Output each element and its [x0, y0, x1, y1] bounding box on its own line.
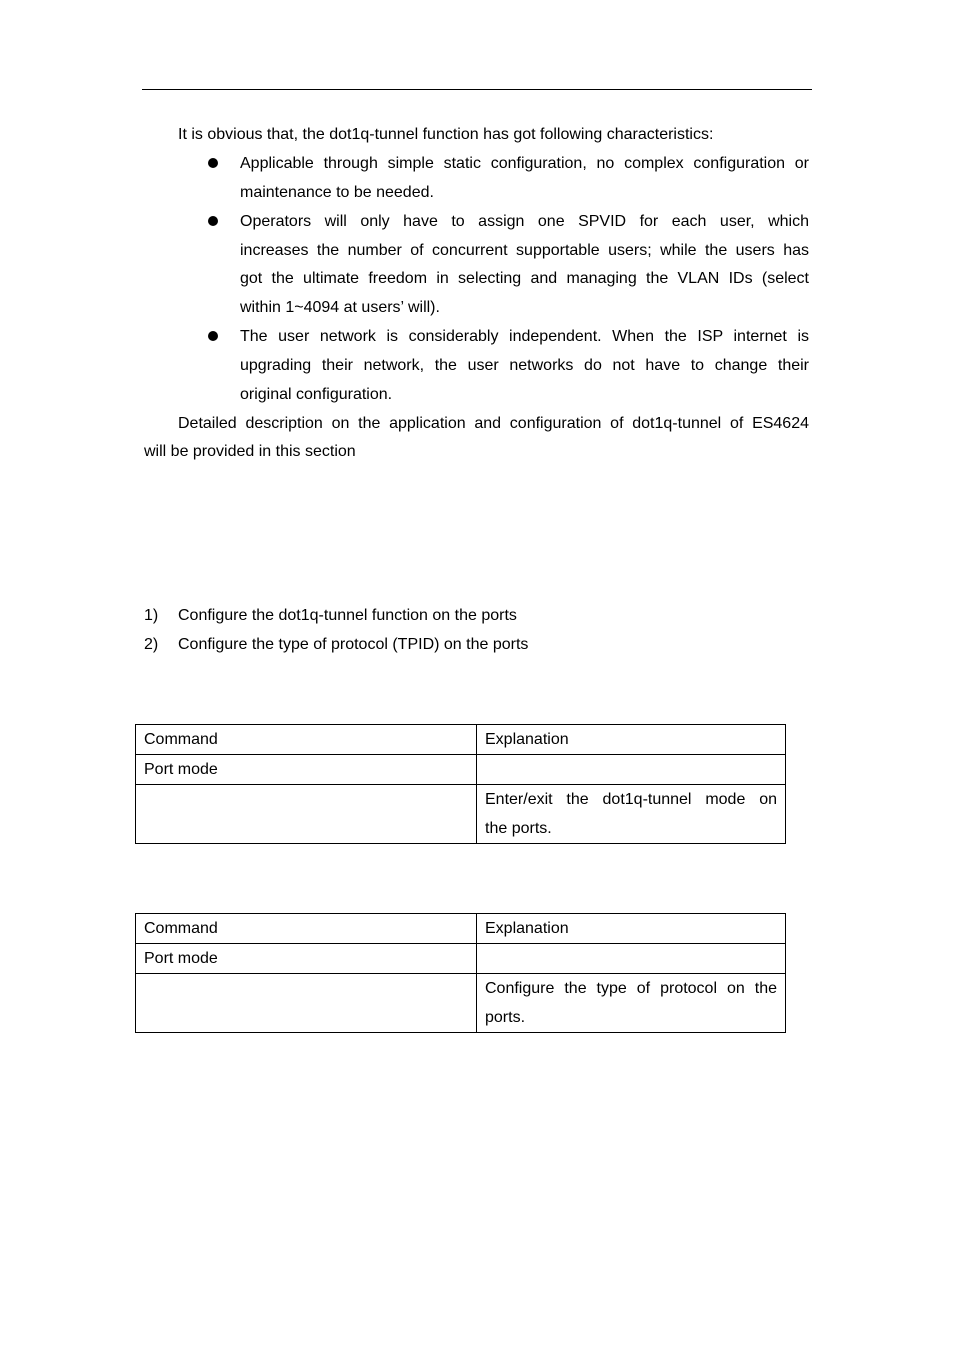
table-header-explanation: Explanation — [477, 725, 786, 755]
explanation-line-1: Configure the type of protocol on the — [485, 980, 777, 997]
explanation-line-2: ports. — [485, 1009, 526, 1026]
command-table-2 — [135, 913, 786, 1033]
table-mode-cell: Port mode — [136, 755, 477, 785]
bullet-2-line-4: within 1~4094 at users’ will). — [240, 299, 440, 316]
table-empty-cell — [477, 944, 786, 974]
detail-line-2: will be provided in this section — [144, 443, 356, 460]
table-header-command: Command — [136, 725, 477, 755]
table-header-explanation: Explanation — [477, 914, 786, 944]
header-rule — [142, 89, 812, 90]
bullet-icon — [208, 331, 218, 341]
table-explanation-cell — [477, 785, 786, 844]
bullet-2-line-1: Operators will only have to assign one SPVID for each user, which — [240, 213, 809, 230]
bullet-2-line-3: got the ultimate freedom in selecting and managing the VLAN IDs (select — [240, 270, 809, 287]
detail-line-1: Detailed description on the application and configuration of dot1q-tunnel of ES4624 — [178, 415, 809, 432]
bullet-3-line-1: The user network is considerably independent. When the ISP internet is — [240, 328, 809, 345]
explanation-line-2: the ports. — [485, 820, 552, 837]
bullet-icon — [208, 158, 218, 168]
bullet-1-line-1: Applicable through simple static configuration, no complex configuration or — [240, 155, 809, 172]
table-explanation-cell — [477, 974, 786, 1033]
command-table-1 — [135, 724, 786, 844]
table-empty-cell — [477, 755, 786, 785]
explanation-line-1: Enter/exit the dot1q-tunnel mode on — [485, 791, 777, 808]
bullet-1-line-2: maintenance to be needed. — [240, 184, 434, 201]
intro-paragraph: It is obvious that, the dot1q-tunnel function has got following characteristics: — [178, 126, 714, 143]
table-command-cell — [136, 974, 477, 1033]
step-2-text: Configure the type of protocol (TPID) on the ports — [178, 636, 529, 653]
table-header-command: Command — [136, 914, 477, 944]
bullet-3-line-3: original configuration. — [240, 386, 393, 403]
step-1-text: Configure the dot1q-tunnel function on the ports — [178, 607, 517, 624]
step-1-number: 1) — [144, 607, 159, 624]
table-command-cell — [136, 785, 477, 844]
table-mode-cell: Port mode — [136, 944, 477, 974]
bullet-icon — [208, 216, 218, 226]
bullet-3-line-2: upgrading their network, the user networks do not have to change their — [240, 357, 809, 374]
step-2-number: 2) — [144, 636, 159, 653]
bullet-2-line-2: increases the number of concurrent supportable users; while the users has — [240, 242, 809, 259]
